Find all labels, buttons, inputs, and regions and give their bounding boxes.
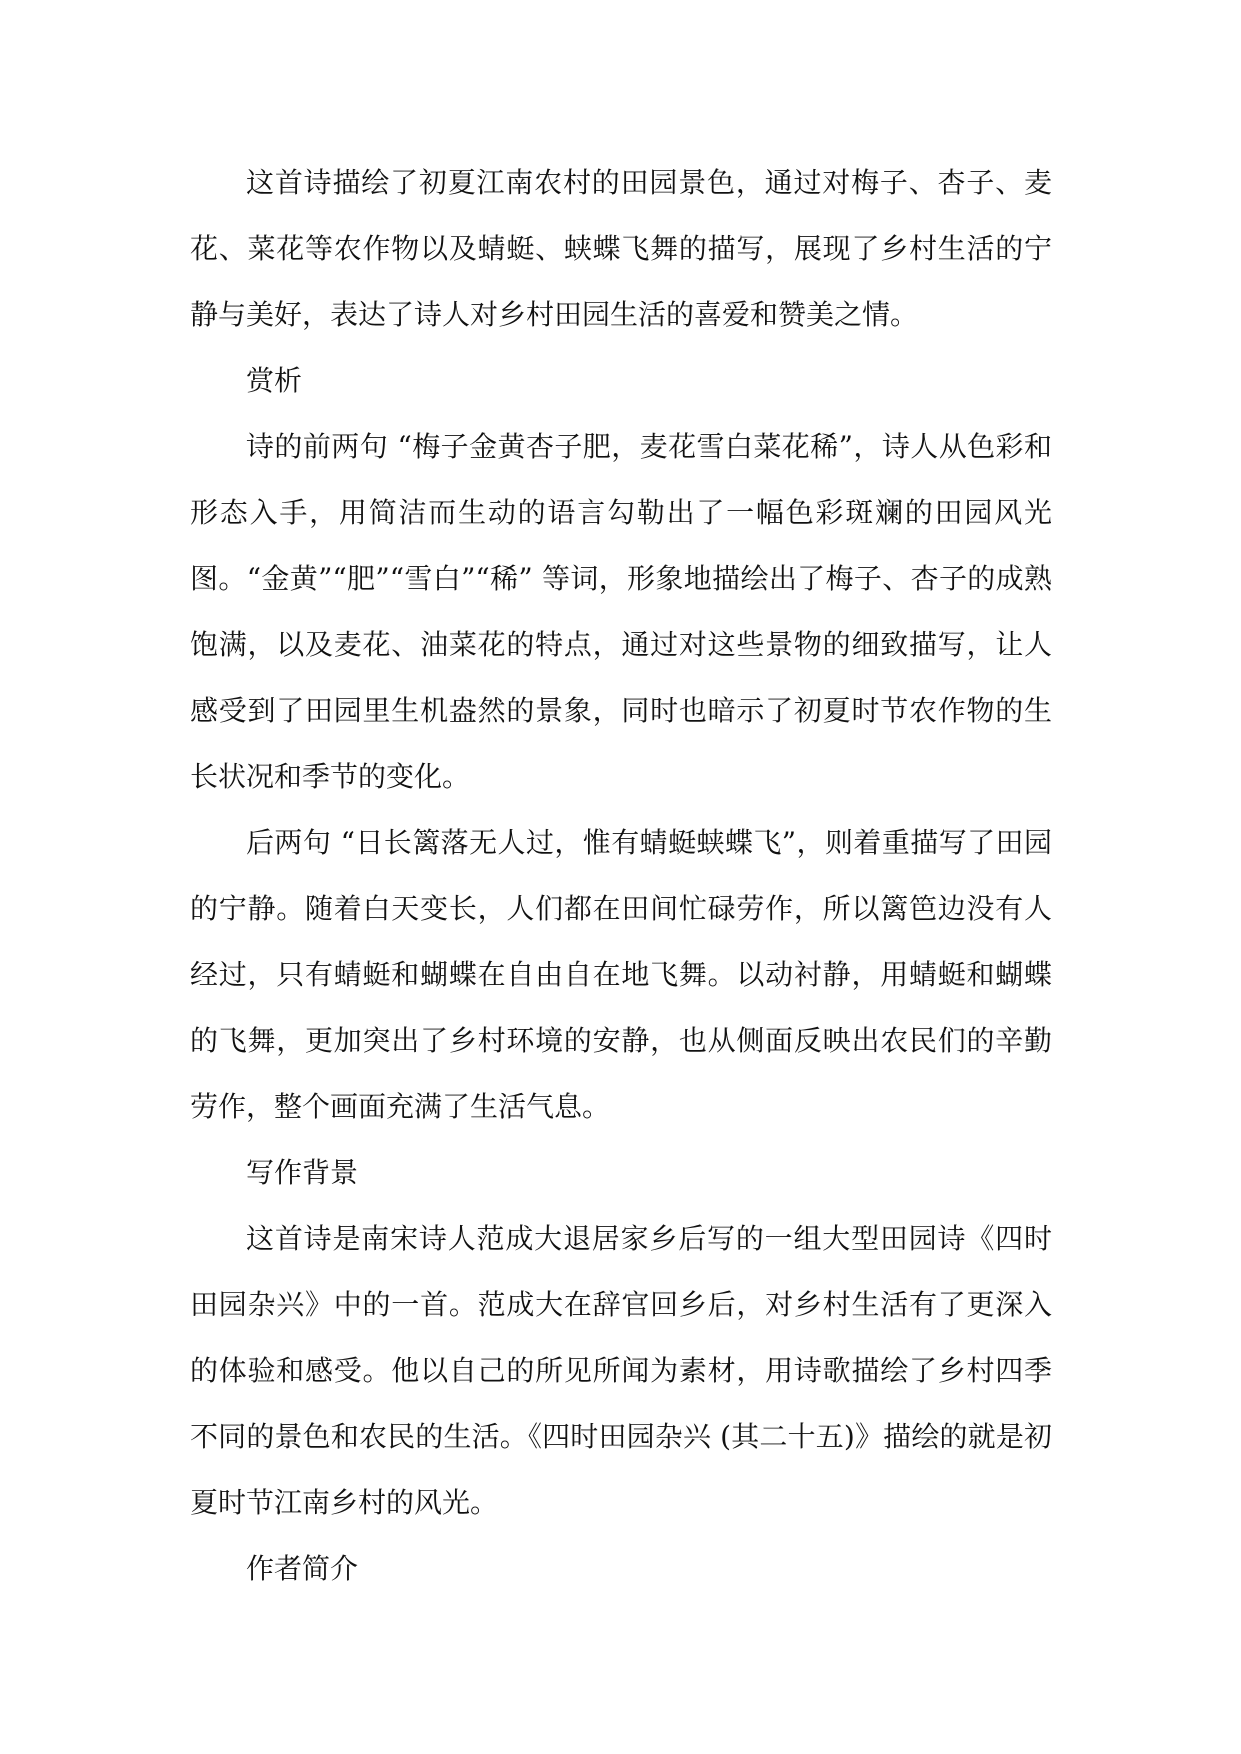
- document-body: [190, 150, 1052, 1602]
- heading-background: 写作背景: [246, 1156, 359, 1189]
- heading-appreciation: 赏析: [246, 364, 303, 397]
- paragraph-summary: 这首诗描绘了初夏江南农村的田园景色，通过对梅子、杏子、麦花、菜花等农作物以及蜻蜓、蛱蝶飞舞的描写，展现了乡村生活的宁静与美好，表达了诗人对乡村田园生活的喜爱和赞美之情。: [190, 166, 1052, 331]
- paragraph-last-two-lines: 后两句 “日长篱落无人过，惟有蜻蜓蛱蝶飞”，则着重描写了田园的宁静。随着白天变长，人们都在田间忙碌劳作，所以篱笆边没有人经过，只有蜻蜓和蝴蝶在自由自在地飞舞。以动衬静，用蜻蜓和蝴蝶的飞舞，更加突出了乡村环境的安静，也从侧面反映出农民们的辛勤劳作，整个画面充满了生活气息。: [190, 826, 1052, 1123]
- paragraph-background: 这首诗是南宋诗人范成大退居家乡后写的一组大型田园诗《四时田园杂兴》中的一首。范成大在辞官回乡后，对乡村生活有了更深入的体验和感受。他以自己的所见所闻为素材，用诗歌描绘了乡村四季不同的景色和农民的生活。《四时田园杂兴 (其二十五)》描绘的就是初夏时节江南乡村的风光。: [190, 1222, 1052, 1519]
- heading-author: 作者简介: [246, 1552, 359, 1585]
- paragraph-first-two-lines: 诗的前两句 “梅子金黄杏子肥，麦花雪白菜花稀”，诗人从色彩和形态入手，用简洁而生动的语言勾勒出了一幅色彩斑斓的田园风光图。“金黄”“肥”“雪白”“稀” 等词，形象地描绘出了梅子、杏子的成熟饱满，以及麦花、油菜花的特点，通过对这些景物的细致描写，让人感受到了田园里生机盎然的景象，同时也暗示了初夏时节农作物的生长状况和季节的变化。: [190, 430, 1052, 793]
